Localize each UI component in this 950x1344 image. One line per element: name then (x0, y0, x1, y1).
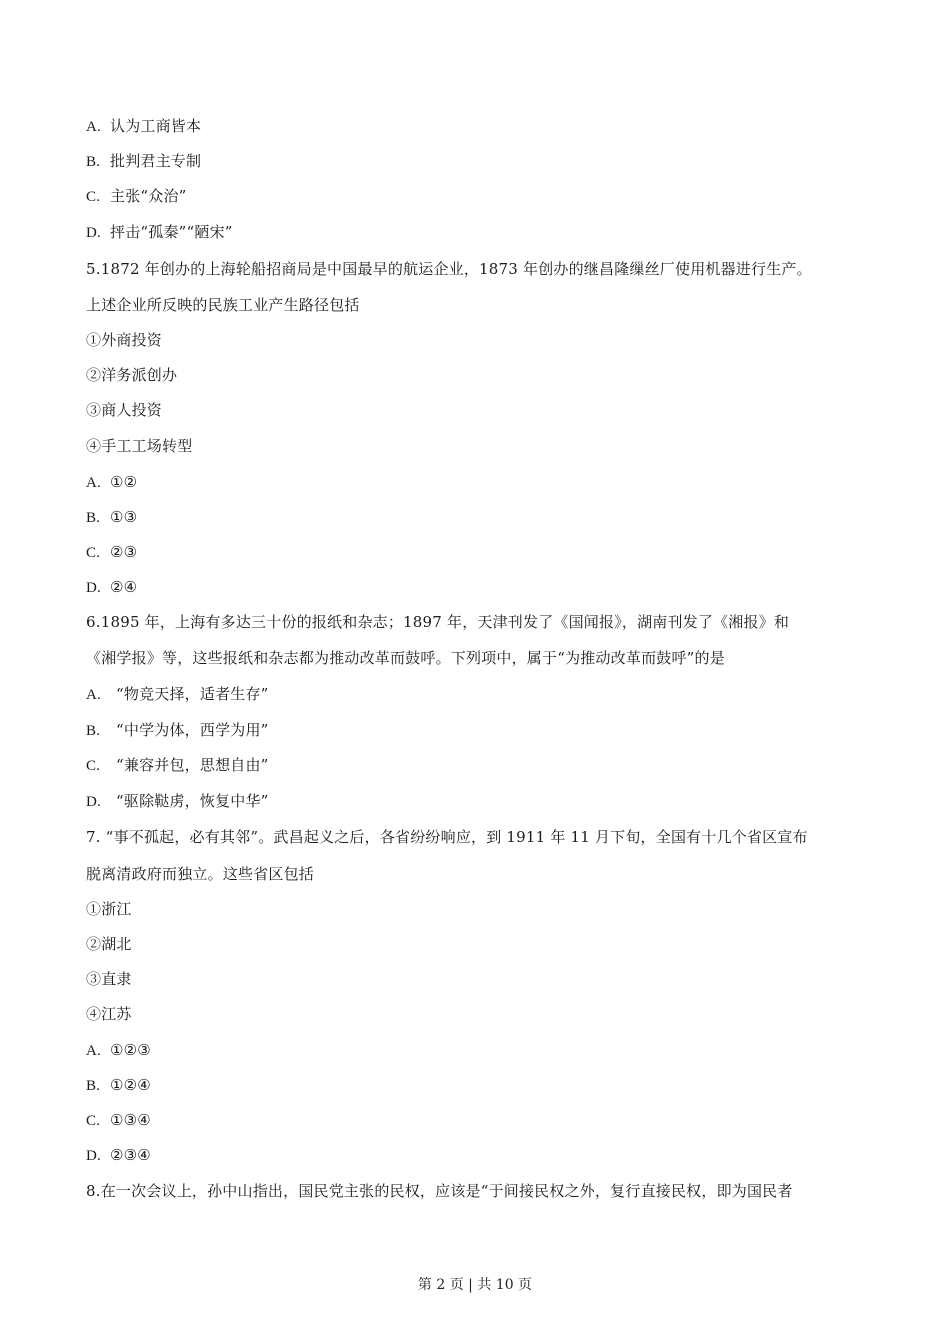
q7-option-d (86, 1145, 151, 1166)
option-letter: D. (86, 794, 101, 810)
option-text: 批判君主专制 (110, 152, 202, 170)
q5-stem-line-1: 5.1872 年创办的上海轮船招商局是中国最早的航运企业，1873 年创办的继昌隆缫丝厂使用机器进行生产。 (86, 260, 812, 278)
option-letter: C. (86, 1113, 101, 1129)
option-text: ①② (110, 473, 138, 491)
q4-option-b (86, 151, 201, 172)
option-letter: A. (86, 475, 101, 491)
q5-item-4: ④手工工场转型 (86, 437, 193, 455)
option-text: ②③ (110, 543, 138, 561)
q7-item-2: ②湖北 (86, 935, 132, 953)
q5-option-b (86, 507, 137, 528)
q6-stem-line-2: 《湘学报》等，这些报纸和杂志都为推动改革而鼓呼。下列项中，属于“为推动改革而鼓呼”的是 (86, 649, 725, 667)
option-text: 主张“众治” (110, 187, 187, 205)
page-footer: 第 2 页 | 共 10 页 (417, 1277, 533, 1293)
option-text: ①③ (110, 508, 138, 526)
q7-item-4: ④江苏 (86, 1005, 132, 1023)
q7-item-1: ①浙江 (86, 900, 132, 918)
q6-option-c (86, 755, 269, 776)
q5-item-2: ②洋务派创办 (86, 366, 178, 384)
q4-option-d (86, 222, 233, 243)
option-text: 抨击“孤秦”“陋宋” (110, 223, 233, 241)
option-letter: C. (86, 545, 101, 561)
q4-option-c (86, 186, 187, 207)
option-text: “兼容并包，思想自由” (116, 756, 269, 774)
q5-option-d (86, 577, 137, 598)
option-letter: D. (86, 225, 101, 241)
option-text: “物竞天择，适者生存” (116, 685, 269, 703)
option-letter: D. (86, 1148, 101, 1164)
option-text: ②④ (110, 578, 138, 596)
q6-stem-line-1: 6.1895 年，上海有多达三十份的报纸和杂志；1897 年，天津刊发了《国闻报》，湖南刊发了《湘报》和 (86, 613, 790, 631)
option-letter: D. (86, 580, 101, 596)
option-letter: C. (86, 758, 101, 774)
option-letter: B. (86, 723, 101, 739)
q5-option-a (86, 472, 137, 493)
q8-stem-line-1: 8.在一次会议上，孙中山指出，国民党主张的民权，应该是“于间接民权之外，复行直接民权，即为国民者 (86, 1182, 793, 1200)
q4-option-a (86, 116, 201, 137)
q7-option-a (86, 1040, 151, 1061)
q7-stem-line-2: 脱离清政府而独立。这些省区包括 (86, 865, 315, 883)
q6-option-a (86, 684, 269, 705)
option-text: “中学为体，西学为用” (116, 721, 269, 739)
option-letter: A. (86, 687, 101, 703)
option-letter: B. (86, 510, 101, 526)
option-letter: B. (86, 154, 101, 170)
q7-option-c (86, 1110, 151, 1131)
option-letter: A. (86, 119, 101, 135)
option-text: ①②④ (110, 1076, 151, 1094)
option-text: “驱除鞑虏，恢复中华” (116, 792, 269, 810)
q7-item-3: ③直隶 (86, 970, 132, 988)
option-letter: A. (86, 1043, 101, 1059)
q5-stem-line-2: 上述企业所反映的民族工业产生路径包括 (86, 296, 360, 314)
option-text: ②③④ (110, 1146, 151, 1164)
q7-option-b (86, 1075, 151, 1096)
q5-option-c (86, 542, 137, 563)
q5-item-1: ①外商投资 (86, 331, 163, 349)
option-letter: C. (86, 189, 101, 205)
option-text: ①②③ (110, 1041, 151, 1059)
q7-stem-line-1: 7. “事不孤起，必有其邻”。武昌起义之后，各省纷纷响应，到 1911 年 11 月下旬，全国有十几个省区宣布 (86, 828, 808, 846)
option-letter: B. (86, 1078, 101, 1094)
option-text: ①③④ (110, 1111, 151, 1129)
q6-option-d (86, 791, 269, 812)
q6-option-b (86, 720, 269, 741)
q5-item-3: ③商人投资 (86, 401, 163, 419)
option-text: 认为工商皆本 (110, 117, 202, 135)
